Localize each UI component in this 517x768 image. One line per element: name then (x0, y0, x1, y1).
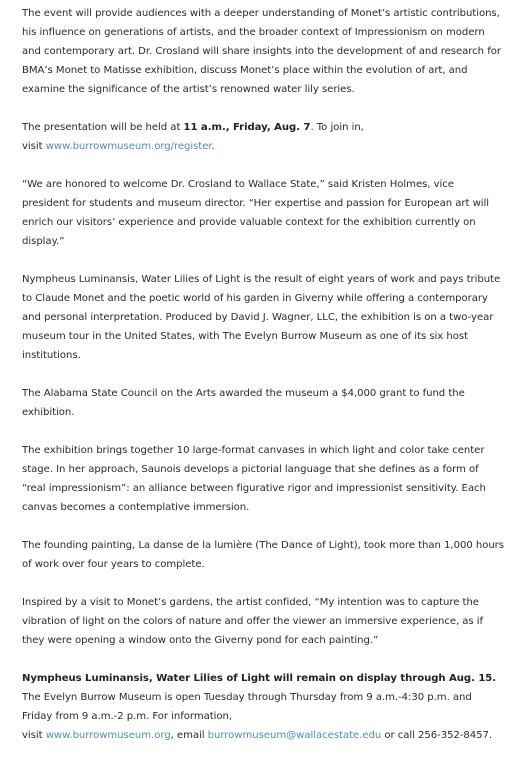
paragraph-holmes-quote: “We are honored to welcome Dr. Crosland to Wallace State,” said Kristen Holmes, vice president for students and museum director. “Her expertise and passion for European art will enrich our visitors’ experience and provide valuable context for the exhibition currently on display.” (22, 179, 490, 247)
period-text: . (211, 141, 215, 152)
museum-website-link[interactable]: www.burrowmuseum.org (45, 730, 171, 741)
paragraph-display-info (22, 669, 504, 745)
presentation-datetime: 11 a.m., Friday, Aug. 7 (183, 122, 311, 133)
paragraph-event-overview: The event will provide audiences with a deeper understanding of Monet’s artistic contributions, his influence on generations of artists, and the broader context of Impressionism on modern and contemporary art. Dr. Crosland will share insights into the development of and research for BMA’s Monet to Matisse exhibition, discuss Monet’s place within the evolution of art, and examine the significance of the artist’s renowned water lily series. (22, 8, 501, 95)
display-through-text: Nympheus Luminansis, Water Lilies of Light will remain on display through Aug. 15. (22, 673, 497, 684)
visit-text-2: visit (22, 730, 46, 741)
phone-text: or call 256-352-8457. (381, 730, 493, 741)
paragraph-grant: The Alabama State Council on the Arts awarded the museum a $4,000 grant to fund the exhibition. (22, 388, 465, 418)
museum-email-link[interactable]: burrowmuseum@wallacestate.edu (207, 730, 382, 741)
paragraph-canvases: The exhibition brings together 10 large-format canvases in which light and color take center stage. In her approach, Saunois develops a pictorial language that she defines as a form of “real impressionism”: an alliance between figurative rigor and impressionist sensitivity. Each canvas becomes a contemplative immersion. (22, 445, 486, 513)
paragraph-presentation-time (22, 118, 504, 156)
hours-text: The Evelyn Burrow Museum is open Tuesday through Thursday from 9 a.m.-4:30 p.m. and Friday from 9 a.m.-2 p.m. For information, (22, 692, 472, 722)
paragraph-founding-painting: The founding painting, La danse de la lumière (The Dance of Light), took more than 1,000 hours of work over four years to complete. (22, 540, 504, 570)
presentation-intro-text: The presentation will be held at (22, 122, 184, 133)
presentation-join-text: . To join in, (310, 122, 364, 133)
paragraph-artist-quote: Inspired by a visit to Monet’s gardens, the artist confided, “My intention was to capture the vibration of light on the colors of nature and offer the viewer an immersive experience, as if they were opening a window onto the Giverny pond for each painting.” (22, 597, 484, 646)
visit-text: visit (22, 141, 46, 152)
register-link[interactable]: www.burrowmuseum.org/register (45, 141, 212, 152)
paragraph-exhibition-description: Nympheus Luminansis, Water Lilies of Light is the result of eight years of work and pays tribute to Claude Monet and the poetic world of his garden in Giverny while offering a contemporary and personal interpretation. Produced by David J. Wagner, LLC, the exhibition is on a two-year museum tour in the United States, with The Evelyn Burrow Museum as one of its six host institutions. (22, 274, 501, 361)
email-prefix-text: , email (170, 730, 208, 741)
article-body (22, 4, 504, 745)
